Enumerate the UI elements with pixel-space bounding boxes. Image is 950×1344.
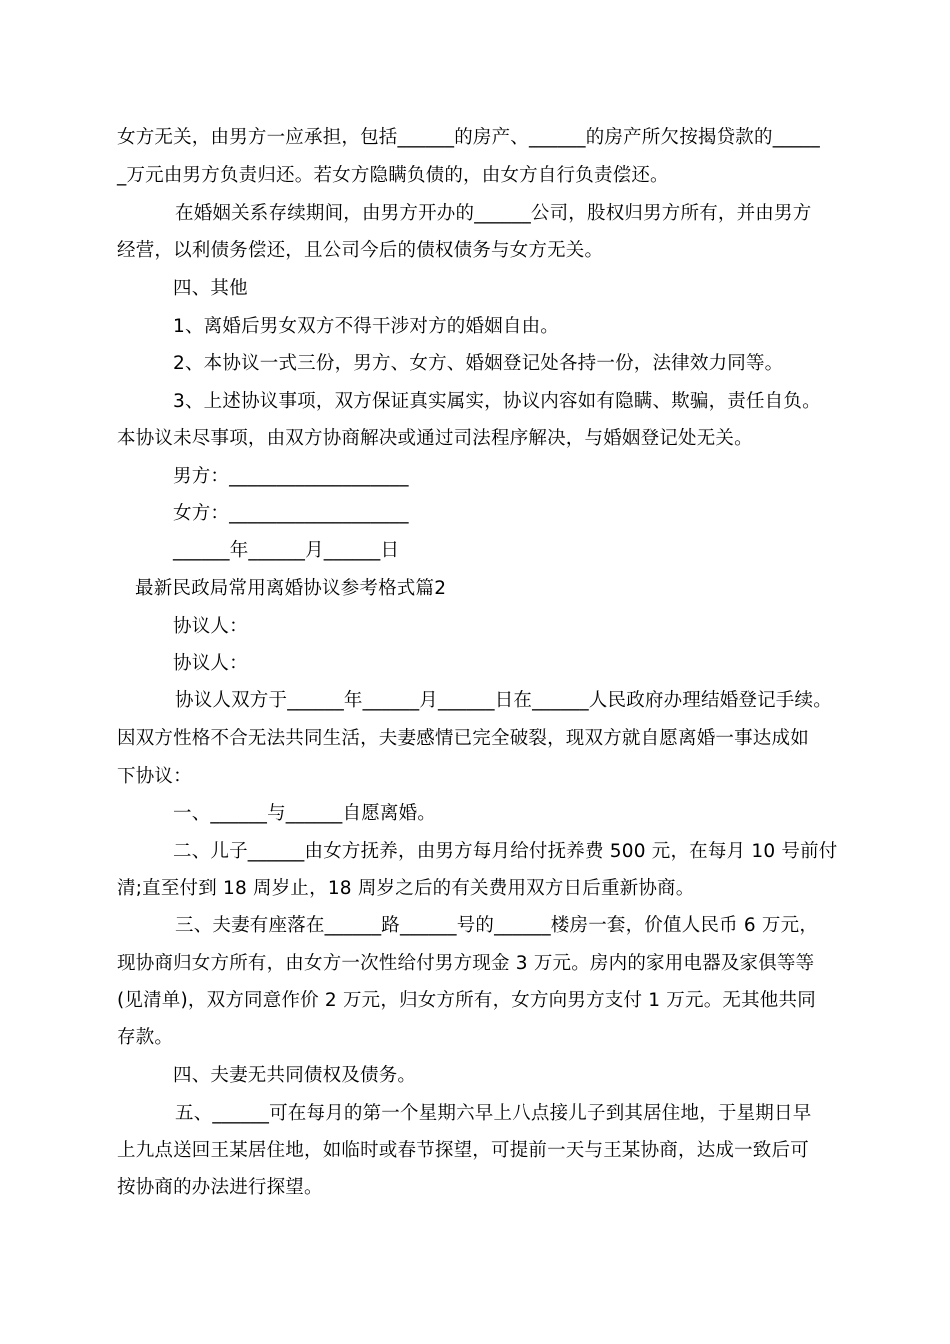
text-line: 现协商归女方所有，由女方一次性给付男方现金 3 万元。房内的家用电器及家俱等等 bbox=[117, 953, 815, 974]
date-line: ______年______月______日 bbox=[173, 540, 400, 561]
text-line: 下协议： bbox=[117, 766, 192, 787]
text-line: 五、______可在每月的第一个星期六早上八点接儿子到其居住地，于星期日早 bbox=[175, 1103, 812, 1124]
text-line: 按协商的办法进行探望。 bbox=[117, 1177, 323, 1198]
text-line: 因双方性格不合无法共同生活，夫妻感情已完全破裂，现双方就自愿离婚一事达成如 bbox=[117, 728, 809, 749]
text-line: 协议人双方于______年______月______日在______人民政府办理结婚登记手续。 bbox=[175, 690, 832, 711]
text-line: (见清单)，双方同意作价 2 万元，归女方所有，女方向男方支付 1 万元。无其他共同 bbox=[117, 990, 816, 1011]
text-line: 女方无关，由男方一应承担，包括______的房产、______的房产所欠按揭贷款的_____ bbox=[117, 127, 820, 148]
text-line: _万元由男方负责归还。若女方隐瞒负债的，由女方自行负责偿还。 bbox=[117, 165, 669, 186]
text-line: 三、夫妻有座落在______路______号的______楼房一套，价值人民币 6 万元， bbox=[175, 915, 819, 936]
party-line: 协议人： bbox=[173, 616, 248, 637]
section-title: 最新民政局常用离婚协议参考格式篇2 bbox=[135, 578, 447, 599]
text-line: 经营，以利债务偿还，且公司今后的债权债务与女方无关。 bbox=[117, 240, 604, 261]
section-heading: 四、其他 bbox=[173, 278, 248, 299]
text-line: 在婚姻关系存续期间，由男方开办的______公司，股权归男方所有，并由男方 bbox=[175, 203, 812, 224]
text-line: 二、儿子______由女方抚养，由男方每月给付抚养费 500 元，在每月 10 号前付 bbox=[173, 841, 838, 862]
signature-line-female: 女方：___________________ bbox=[173, 503, 409, 524]
text-line: 存款。 bbox=[117, 1027, 174, 1048]
text-line: 上九点送回王某居住地，如临时或春节探望，可提前一天与王某协商，达成一致后可 bbox=[117, 1140, 809, 1161]
text-line: 清;直至付到 18 周岁止，18 周岁之后的有关费用双方日后重新协商。 bbox=[117, 878, 695, 899]
party-line: 协议人： bbox=[173, 653, 248, 674]
text-line: 1、离婚后男女双方不得干涉对方的婚姻自由。 bbox=[173, 316, 559, 337]
text-line: 本协议未尽事项，由双方协商解决或通过司法程序解决，与婚姻登记处无关。 bbox=[117, 428, 753, 449]
text-line: 四、夫妻无共同债权及债务。 bbox=[173, 1065, 417, 1086]
text-line: 3、上述协议事项，双方保证真实属实，协议内容如有隐瞒、欺骗，责任自负。 bbox=[173, 391, 821, 412]
text-line: 一、______与______自愿离婚。 bbox=[173, 803, 437, 824]
signature-line-male: 男方：___________________ bbox=[173, 466, 409, 487]
text-line: 2、本协议一式三份，男方、女方、婚姻登记处各持一份，法律效力同等。 bbox=[173, 353, 784, 374]
